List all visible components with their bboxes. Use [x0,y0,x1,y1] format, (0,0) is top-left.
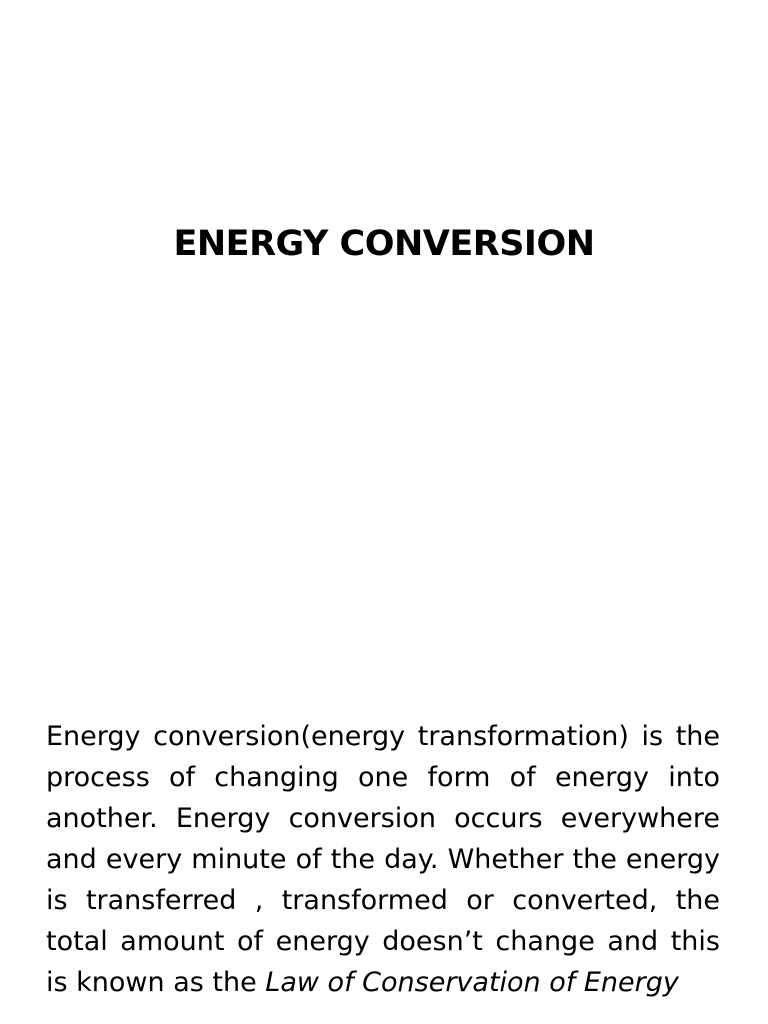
slide-body-paragraph [46,716,720,1003]
law-name: Law of Conservation of Energy [265,967,679,998]
paragraph-text: Energy conversion(energy transformation) is the process of changing one form of energy into another. Energy conversion occurs everywhere and every minute of the day. Whether the energy is transferred , transformed or converted, the total amount of energy doesn’t change and this is known as the [46,721,720,998]
slide-title: ENERGY CONVERSION [173,224,595,264]
